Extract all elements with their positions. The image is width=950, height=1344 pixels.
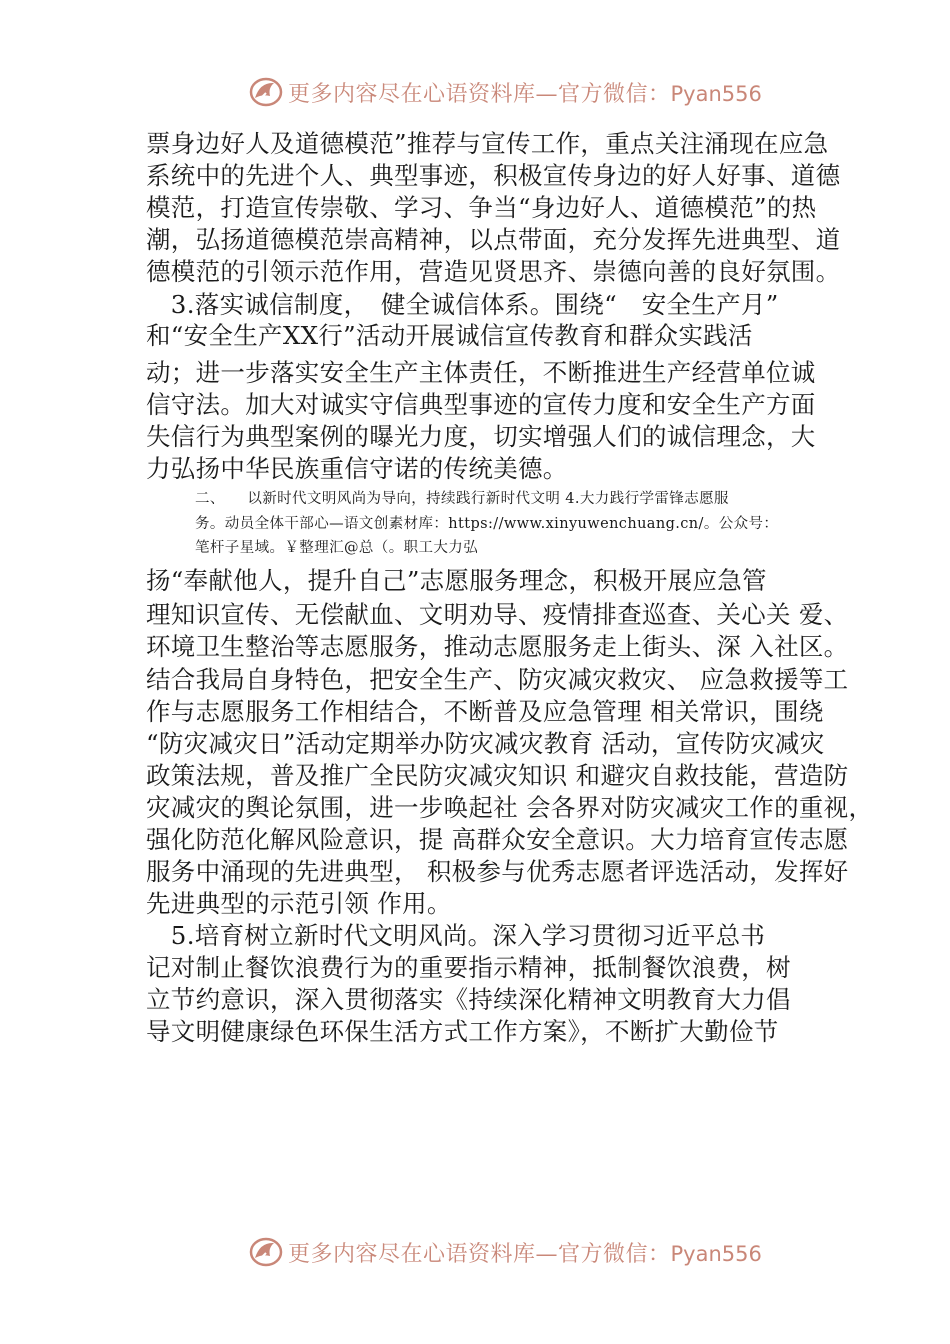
body-line: 记对制止餐饮浪费行为的重要指示精神，抵制餐饮浪费，树	[146, 953, 791, 982]
small-text-line: 务。动员全体干部心—语文创素材库：https://www.xinyuwenchuang.cn/。公众号：	[195, 516, 779, 532]
watermark-banner-bottom	[248, 1232, 768, 1272]
body-line: 动；进一步落实安全生产主体责任，不断推进生产经营单位诚	[146, 358, 816, 387]
body-line: 政策法规，普及推广全民防灾减灾知识 和避灾自救技能，营造防	[146, 761, 849, 790]
body-line: 作与志愿服务工作相结合，不断普及应急管理 相关常识，围绕	[146, 697, 824, 726]
body-line: 扬“奉献他人，提升自己”志愿服务理念，积极开展应急管	[146, 566, 767, 595]
body-line: 5.培育树立新时代文明风尚。深入学习贯彻习近平总书	[146, 921, 766, 950]
body-line: 模范，打造宣传崇敬、学习、争当“身边好人、道德模范”的热	[146, 193, 817, 222]
body-line: 票身边好人及道德模范”推荐与宣传工作，重点关注涌现在应急	[146, 129, 829, 158]
body-line: 理知识宣传、无偿献血、文明劝导、疫情排查巡查、关心关 爱、	[146, 600, 849, 629]
body-line: 服务中涌现的先进典型， 积极参与优秀志愿者评选活动，发挥好	[146, 857, 849, 886]
watermark-text: 更多内容尽在心语资料库—官方微信：Pyan556	[288, 1241, 762, 1267]
book-logo-icon	[248, 1234, 284, 1270]
body-line: 失信行为典型案例的曝光力度，切实增强人们的诚信理念，大	[146, 422, 816, 451]
body-line: 结合我局自身特色，把安全生产、防灾减灾救灾、 应急救援等工	[146, 665, 849, 694]
book-logo-icon	[248, 74, 284, 110]
body-line: 信守法。加大对诚实守信典型事迹的宣传力度和安全生产方面	[146, 390, 816, 419]
small-text-line: 二、 以新时代文明风尚为导向，持续践行新时代文明 4.大力践行学雷锋志愿服	[195, 491, 729, 507]
watermark-banner-top	[248, 72, 768, 112]
body-line: 3.落实诚信制度， 健全诚信体系。围绕“ 安全生产月”	[146, 290, 779, 319]
body-line: 潮，弘扬道德模范崇高精神，以点带面，充分发挥先进典型、道	[146, 225, 841, 254]
body-line: 灾减灾的舆论氛围，进一步唤起社 会各界对防灾减灾工作的重视，	[146, 793, 874, 822]
body-line: 立节约意识，深入贯彻落实《持续深化精神文明教育大力倡	[146, 985, 791, 1014]
body-line: 导文明健康绿色环保生活方式工作方案》，不断扩大勤俭节	[146, 1017, 779, 1046]
body-line: 和“安全生产XX行”活动开展诚信宣传教育和群众实践活	[146, 321, 753, 350]
small-text-line: 笔杆子星域。￥整理汇@总（。职工大力弘	[195, 540, 479, 556]
body-line: 德模范的引领示范作用，营造见贤思齐、崇德向善的良好氛围。	[146, 257, 841, 286]
body-line: 强化防范化解风险意识，提 高群众安全意识。大力培育宣传志愿	[146, 825, 849, 854]
body-line: “防灾减灾日”活动定期举办防灾减灾教育 活动，宣传防灾减灾	[146, 729, 825, 758]
body-line: 系统中的先进个人、典型事迹，积极宣传身边的好人好事、道德	[146, 161, 841, 190]
body-line: 力弘扬中华民族重信守诺的传统美德。	[146, 454, 568, 483]
body-line: 环境卫生整治等志愿服务，推动志愿服务走上街头、深 入社区。	[146, 632, 849, 661]
body-line: 先进典型的示范引领 作用。	[146, 889, 452, 918]
watermark-text: 更多内容尽在心语资料库—官方微信：Pyan556	[288, 81, 762, 107]
